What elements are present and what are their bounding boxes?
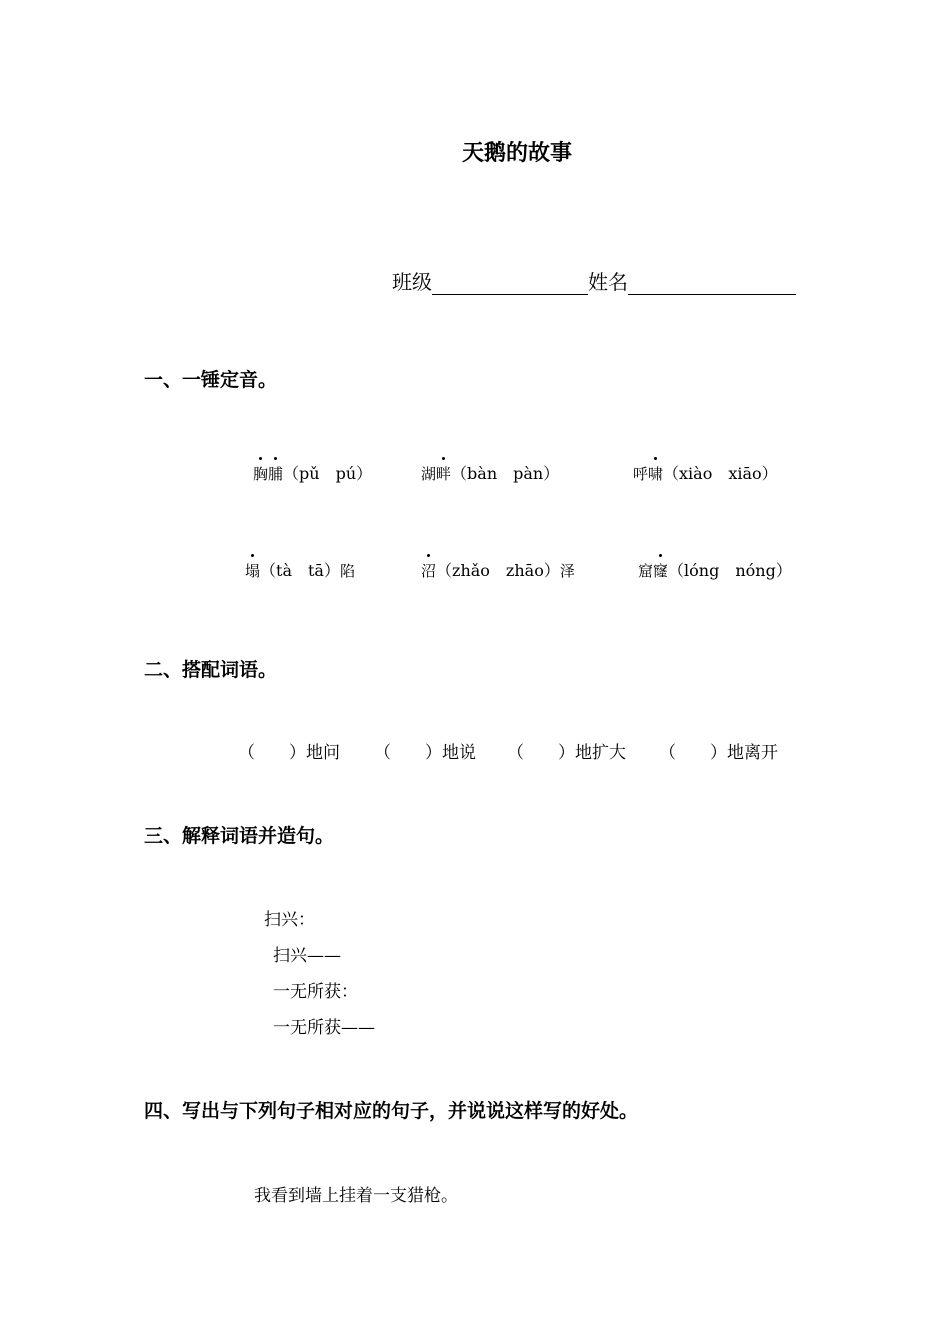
definition-line: 一无所获： <box>273 982 358 1002</box>
pron-item-6 <box>638 558 792 581</box>
char: 胸 <box>253 465 269 483</box>
pinyin-options: （tà tā） <box>260 561 340 580</box>
student-info-line <box>392 266 796 295</box>
char: 窿 <box>653 562 669 580</box>
pron-item-2 <box>421 461 559 484</box>
pron-item-5 <box>421 558 575 581</box>
match-item-2: （ ）地说 <box>374 743 476 763</box>
pron-item-1 <box>253 461 372 484</box>
char: 塌 <box>245 562 261 580</box>
char: 啸 <box>648 465 664 483</box>
match-item-3: （ ）地扩大 <box>507 743 626 763</box>
pinyin-options: （xiào xiāo） <box>663 464 778 483</box>
class-label: 班级 <box>392 270 432 294</box>
match-item-4: （ ）地离开 <box>659 743 778 763</box>
definition-line: 扫兴： <box>264 910 315 930</box>
section-2-heading: 二、搭配词语。 <box>144 659 278 681</box>
char: 呼 <box>633 465 649 483</box>
pinyin-options: （lóng nóng） <box>668 561 792 580</box>
pinyin-options: （bàn pàn） <box>451 464 560 483</box>
class-blank <box>432 270 588 295</box>
pron-item-3 <box>633 461 778 484</box>
char: 脯 <box>268 465 284 483</box>
char: 泽 <box>559 562 575 580</box>
char: 畔 <box>436 465 452 483</box>
char: 陷 <box>339 562 355 580</box>
name-label: 姓名 <box>588 270 628 294</box>
char: 湖 <box>421 465 437 483</box>
pinyin-options: （pǔ pú） <box>283 464 373 483</box>
name-blank <box>628 270 796 295</box>
sentence-line: 扫兴—— <box>273 946 341 966</box>
pron-item-4 <box>245 558 355 581</box>
match-item-1: （ ）地问 <box>238 743 340 763</box>
example-sentence: 我看到墙上挂着一支猎枪。 <box>254 1186 458 1206</box>
section-1-heading: 一、一锤定音。 <box>144 369 278 391</box>
section-3-heading: 三、解释词语并造句。 <box>144 825 335 847</box>
char: 沼 <box>421 562 437 580</box>
pinyin-options: （zhǎo zhāo） <box>436 561 560 580</box>
page-title: 天鹅的故事 <box>461 141 572 166</box>
sentence-line: 一无所获—— <box>273 1018 375 1038</box>
char: 窟 <box>638 562 654 580</box>
section-4-heading: 四、写出与下列句子相对应的句子，并说说这样写的好处。 <box>144 1100 639 1122</box>
